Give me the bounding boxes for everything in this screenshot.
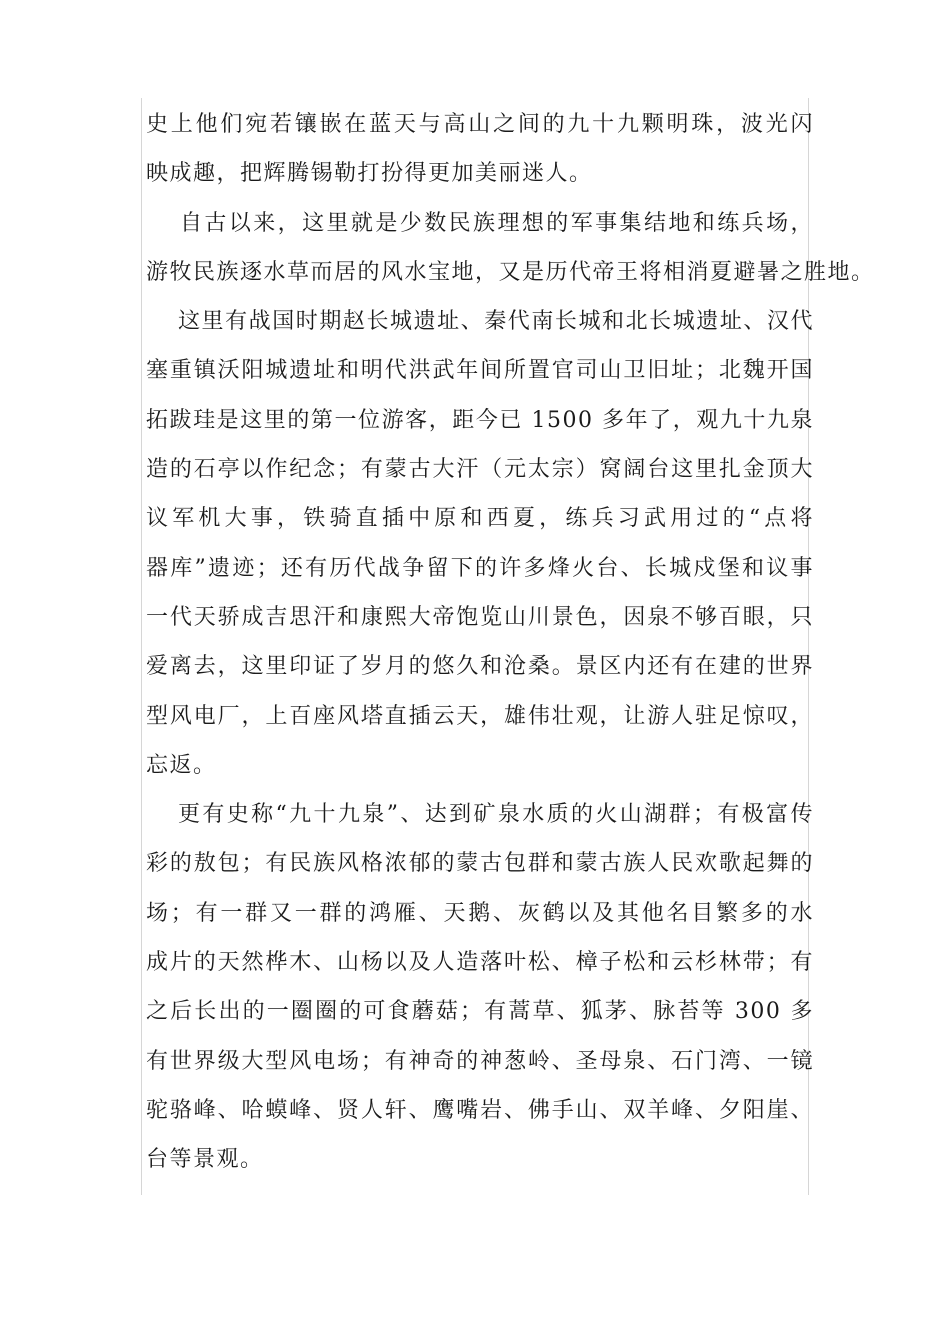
text-line: 成片的天然桦木、山杨以及人造落叶松、樟子松和云杉林带；有: [146, 950, 814, 976]
text-line: 有世界级大型风电场；有神奇的神葱岭、圣母泉、石门湾、一镜: [146, 1048, 814, 1074]
text-line: 自古以来，这里就是少数民族理想的军事集结地和练兵场，: [180, 210, 814, 236]
text-line: 议军机大事，铁骑直插中原和西夏，练兵习武用过的“点将: [146, 506, 814, 532]
text-line: 场；有一群又一群的鸿雁、天鹅、灰鹤以及其他名目繁多的水: [146, 900, 814, 926]
text-line: 一代天骄成吉思汗和康熙大帝饱览山川景色，因泉不够百眼，只: [146, 604, 814, 630]
text-line: 塞重镇沃阳城遗址和明代洪武年间所置官司山卫旧址；北魏开国: [146, 358, 814, 384]
text-line: 游牧民族逐水草而居的风水宝地，又是历代帝王将相消夏避暑之胜地。: [146, 259, 875, 285]
text-line: 这里有战国时期赵长城遗址、秦代南长城和北长城遗址、汉代: [178, 309, 814, 335]
text-line: 忘返。: [146, 752, 217, 778]
text-line: 拓跋珪是这里的第一位游客，距今已 1500 多年了，观九十九泉: [146, 407, 814, 433]
text-line: 映成趣，把辉腾锡勒打扮得更加美丽迷人。: [146, 161, 593, 187]
text-line: 史上他们宛若镶嵌在蓝天与高山之间的九十九颗明珠，波光闪: [146, 112, 814, 137]
body-text: [146, 100, 875, 1185]
text-line: 更有史称“九十九泉”、达到矿泉水质的火山湖群；有极富传: [178, 802, 814, 828]
text-line: 彩的敖包；有民族风格浓郁的蒙古包群和蒙古族人民欢歌起舞的: [146, 851, 814, 877]
left-margin-line: [141, 98, 142, 1195]
text-line: 造的石亭以作纪念；有蒙古大汗（元太宗）窝阔台这里扎金顶大: [146, 457, 814, 483]
text-line: 器库”遗迹；还有历代战争留下的许多烽火台、长城戍堡和议事: [146, 555, 814, 581]
text-line: 台等景观。: [146, 1147, 264, 1173]
text-line: 型风电厂，上百座风塔直插云天，雄伟壮观，让游人驻足惊叹，: [146, 703, 814, 729]
text-line: 驼骆峰、哈蟆峰、贤人轩、鹰嘴岩、佛手山、双羊峰、夕阳崖、: [146, 1097, 814, 1123]
text-line: 爱离去，这里印证了岁月的悠久和沧桑。景区内还有在建的世界: [146, 654, 814, 680]
text-line: 之后长出的一圈圈的可食蘑菇；有蒿草、狐茅、脉苔等 300 多: [146, 999, 814, 1025]
